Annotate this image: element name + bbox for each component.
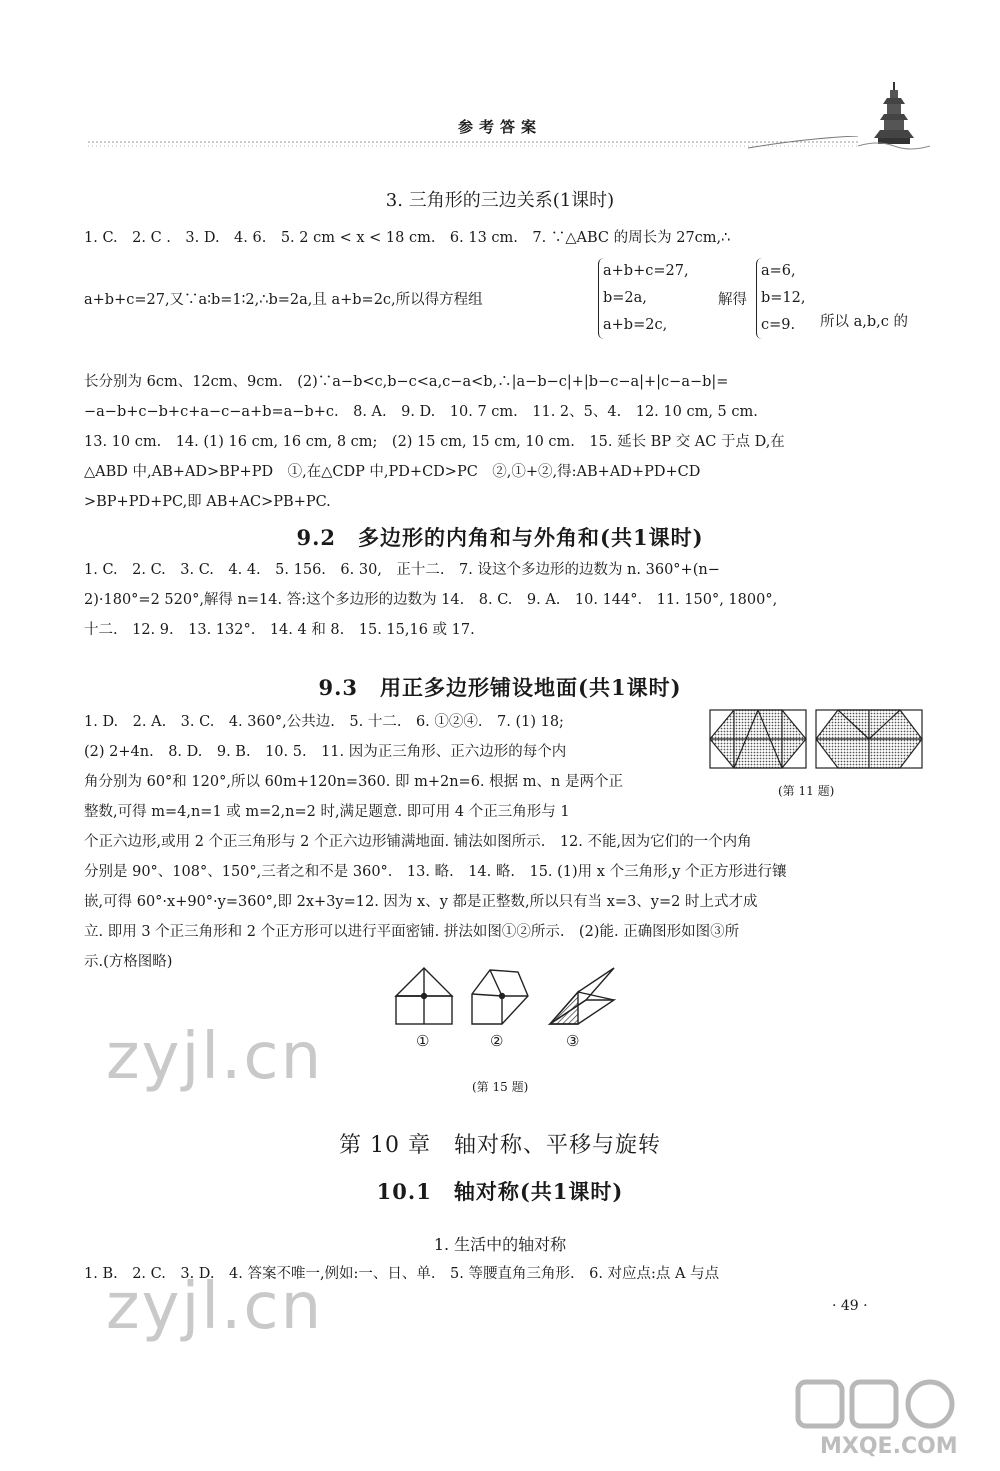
answer-line: 十二. 12. 9. 13. 132°. 14. 4 和 8. 15. 15,16 或 17. [84,622,475,638]
figure-caption: (第 15 题) [472,1080,529,1094]
answer-line: >BP+PD+PC,即 AB+AC>PB+PC. [84,494,331,510]
equation: b=2a, [603,290,647,306]
equation-system [598,258,689,339]
answer-line: (2) 2+4n. 8. D. 9. B. 10. 5. 11. 因为正三角形、正六边形的每个内 [84,744,567,760]
section-heading: 3. 三角形的三边关系(1课时) [385,190,615,211]
tessellation-figure [708,706,924,774]
answer-line: a+b+c=27,又∵a∶b=1∶2,∴b=2a,且 a+b=2c,所以得方程组 [84,292,483,308]
answer-line: 解得 [718,292,747,308]
figure-label: ① [416,1032,430,1050]
figure-15-diagrams [392,962,622,1066]
figure-label: ③ [566,1032,580,1050]
section-heading: 10.1 轴对称(共1课时) [376,1179,624,1204]
answer-line: 个正六边形,或用 2 个正三角形与 2 个正六边形铺满地面. 铺法如图所示. 12. 不能,因为它们的一个内角 [84,834,752,850]
equation: a+b+c=27, [603,263,689,279]
page-number: · 49 · [832,1298,868,1314]
chapter-heading: 第 10 章 轴对称、平移与旋转 [339,1133,661,1158]
equation: b=12, [761,290,806,306]
answer-line: 分别是 90°、108°、150°,三者之和不是 360°. 13. 略. 14. 略. 15. (1)用 x 个三角形,y 个正方形进行镶 [84,864,787,880]
answer-line: 示.(方格图略) [84,954,173,970]
answer-line: 2)·180°=2 520°,解得 n=14. 答:这个多边形的边数为 14. 8. C. 9. A. 10. 144°. 11. 150°, 1800°, [84,592,778,608]
figure-caption: (第 11 题) [778,784,835,798]
answer-line: −a−b+c−b+c+a−c−a+b=a−b+c. 8. A. 9. D. 10. 7 cm. 11. 2、5、4. 12. 10 cm, 5 cm. [84,404,758,420]
figure-label: ② [490,1032,504,1050]
answer-line: 所以 a,b,c 的 [820,314,908,330]
watermark: zyjl.cn [106,1270,324,1344]
solution-system [756,258,806,339]
page-header-title: 参考答案 [457,118,542,136]
answer-line: 嵌,可得 60°·x+90°·y=360°,即 2x+3y=12. 因为 x、y 都是正整数,所以只有当 x=3、y=2 时上式才成 [84,894,758,910]
answer-line: 角分别为 60°和 120°,所以 60m+120n=360. 即 m+2n=6. 根据 m、n 是两个正 [84,774,623,790]
answer-line: 13. 10 cm. 14. (1) 16 cm, 16 cm, 8 cm; (2) 15 cm, 15 cm, 10 cm. 15. 延长 BP 交 AC 于点 D,在 [84,434,785,450]
stamp-text: MXQE.COM [820,1434,958,1459]
equation: a+b=2c, [603,317,668,333]
section-heading: 9.3 用正多边形铺设地面(共1课时) [318,675,682,700]
equation: c=9. [761,317,796,333]
subsection-heading: 1. 生活中的轴对称 [433,1235,567,1254]
section-heading: 9.2 多边形的内角和与外角和(共1课时) [296,525,704,550]
answer-line: 长分别为 6cm、12cm、9cm. (2)∵a−b<c,b−c<a,c−a<b,∴|a−b−c|+|b−c−a|+|c−a−b|= [84,374,729,390]
answer-line: 1. C. 2. C. 3. C. 4. 4. 5. 156. 6. 30, 正十二. 7. 设这个多边形的边数为 n. 360°+(n− [84,562,720,578]
answer-line: 立. 即用 3 个正三角形和 2 个正方形可以进行平面密铺. 拼法如图①②所示. (2)能. 正确图形如图③所 [84,924,740,940]
answer-line: △ABD 中,AB+AD>BP+PD ①,在△CDP 中,PD+CD>PC ②,①+②,得:AB+AD+PD+CD [84,464,701,480]
header-rule [88,136,858,152]
equation: a=6, [761,263,796,279]
answer-line: 整数,可得 m=4,n=1 或 m=2,n=2 时,满足题意. 即可用 4 个正三角形与 1 [84,804,570,820]
answer-line: 1. D. 2. A. 3. C. 4. 360°,公共边. 5. 十二. 6. ①②④. 7. (1) 18; [84,714,564,730]
answer-line: 1. C. 2. C . 3. D. 4. 6. 5. 2 cm < x < 18 cm. 6. 13 cm. 7. ∵△ABC 的周长为 27cm,∴ [84,230,731,246]
watermark: zyjl.cn [106,1020,324,1094]
answer-line: 1. B. 2. C. 3. D. 4. 答案不唯一,例如:一、日、单. 5. 等腰直角三角形. 6. 对应点:点 A 与点 [84,1266,720,1282]
